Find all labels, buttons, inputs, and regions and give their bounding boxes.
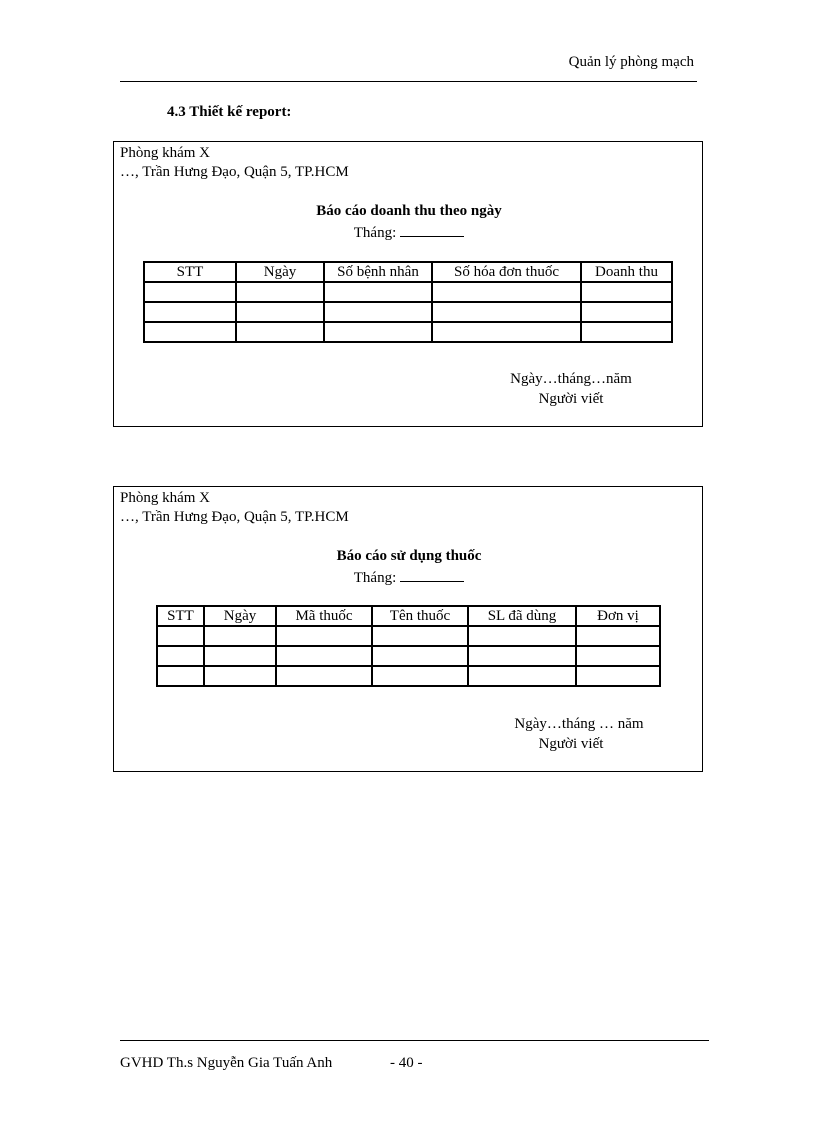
table-cell bbox=[144, 302, 236, 322]
table-cell bbox=[372, 626, 468, 646]
table-cell bbox=[204, 646, 276, 666]
table-cell bbox=[468, 666, 576, 686]
month-line bbox=[114, 223, 704, 242]
table-cell bbox=[276, 646, 372, 666]
clinic-name: Phòng khám X bbox=[120, 490, 210, 506]
table-cell bbox=[468, 626, 576, 646]
table-cell bbox=[144, 322, 236, 342]
signer-label: Người viết bbox=[538, 736, 604, 752]
medicine-usage-table bbox=[156, 605, 661, 687]
table-cell bbox=[581, 282, 672, 302]
column-header: Mã thuốc bbox=[276, 606, 372, 626]
clinic-address: …, Trần Hưng Đạo, Quận 5, TP.HCM bbox=[120, 509, 349, 525]
table-cell bbox=[276, 666, 372, 686]
table-cell bbox=[204, 666, 276, 686]
table-cell bbox=[324, 302, 432, 322]
table-cell bbox=[157, 646, 204, 666]
table-cell bbox=[157, 626, 204, 646]
column-header: Số bệnh nhân bbox=[324, 262, 432, 282]
page-number: - 40 - bbox=[390, 1055, 423, 1071]
report-medicine-usage bbox=[113, 486, 703, 772]
table-cell bbox=[581, 302, 672, 322]
report-title: Báo cáo doanh thu theo ngày bbox=[316, 203, 502, 219]
column-header: STT bbox=[157, 606, 204, 626]
column-header: Ngày bbox=[236, 262, 324, 282]
column-header: Tên thuốc bbox=[372, 606, 468, 626]
month-label: Tháng: bbox=[353, 225, 397, 241]
section-heading: 4.3 Thiết kế report: bbox=[167, 104, 292, 120]
table-cell bbox=[432, 322, 581, 342]
table-row bbox=[144, 282, 672, 302]
table-row bbox=[144, 302, 672, 322]
footer-teacher: GVHD Th.s Nguyễn Gia Tuấn Anh bbox=[120, 1055, 333, 1071]
footer-divider bbox=[120, 1040, 709, 1041]
revenue-table bbox=[143, 261, 673, 343]
table-cell bbox=[372, 666, 468, 686]
page-header-title: Quản lý phòng mạch bbox=[568, 54, 694, 70]
table-row bbox=[157, 626, 660, 646]
date-line: Ngày…tháng…năm bbox=[510, 371, 632, 387]
table-row bbox=[157, 666, 660, 686]
column-header: STT bbox=[144, 262, 236, 282]
month-blank bbox=[400, 223, 464, 237]
table-cell bbox=[468, 646, 576, 666]
table-cell bbox=[576, 666, 660, 686]
report-revenue-by-day bbox=[113, 141, 703, 427]
column-header: Ngày bbox=[204, 606, 276, 626]
month-label: Tháng: bbox=[353, 570, 397, 586]
column-header: Doanh thu bbox=[581, 262, 672, 282]
table-cell bbox=[581, 322, 672, 342]
table-cell bbox=[276, 626, 372, 646]
signer-label: Người viết bbox=[538, 391, 604, 407]
table-cell bbox=[576, 626, 660, 646]
column-header: Đơn vị bbox=[576, 606, 660, 626]
month-blank bbox=[400, 568, 464, 582]
table-cell bbox=[324, 282, 432, 302]
table-cell bbox=[432, 282, 581, 302]
table-row bbox=[157, 646, 660, 666]
date-line: Ngày…tháng … năm bbox=[514, 716, 644, 732]
clinic-address: …, Trần Hưng Đạo, Quận 5, TP.HCM bbox=[120, 164, 349, 180]
header-divider bbox=[120, 81, 697, 82]
table-cell bbox=[236, 302, 324, 322]
table-cell bbox=[576, 646, 660, 666]
clinic-name: Phòng khám X bbox=[120, 145, 210, 161]
table-row bbox=[144, 322, 672, 342]
table-cell bbox=[324, 322, 432, 342]
column-header: SL đã dùng bbox=[468, 606, 576, 626]
table-cell bbox=[204, 626, 276, 646]
table-cell bbox=[157, 666, 204, 686]
table-cell bbox=[372, 646, 468, 666]
table-cell bbox=[432, 302, 581, 322]
month-line bbox=[114, 568, 704, 587]
column-header: Số hóa đơn thuốc bbox=[432, 262, 581, 282]
table-cell bbox=[236, 282, 324, 302]
table-cell bbox=[236, 322, 324, 342]
table-cell bbox=[144, 282, 236, 302]
report-title: Báo cáo sử dụng thuốc bbox=[336, 548, 482, 564]
